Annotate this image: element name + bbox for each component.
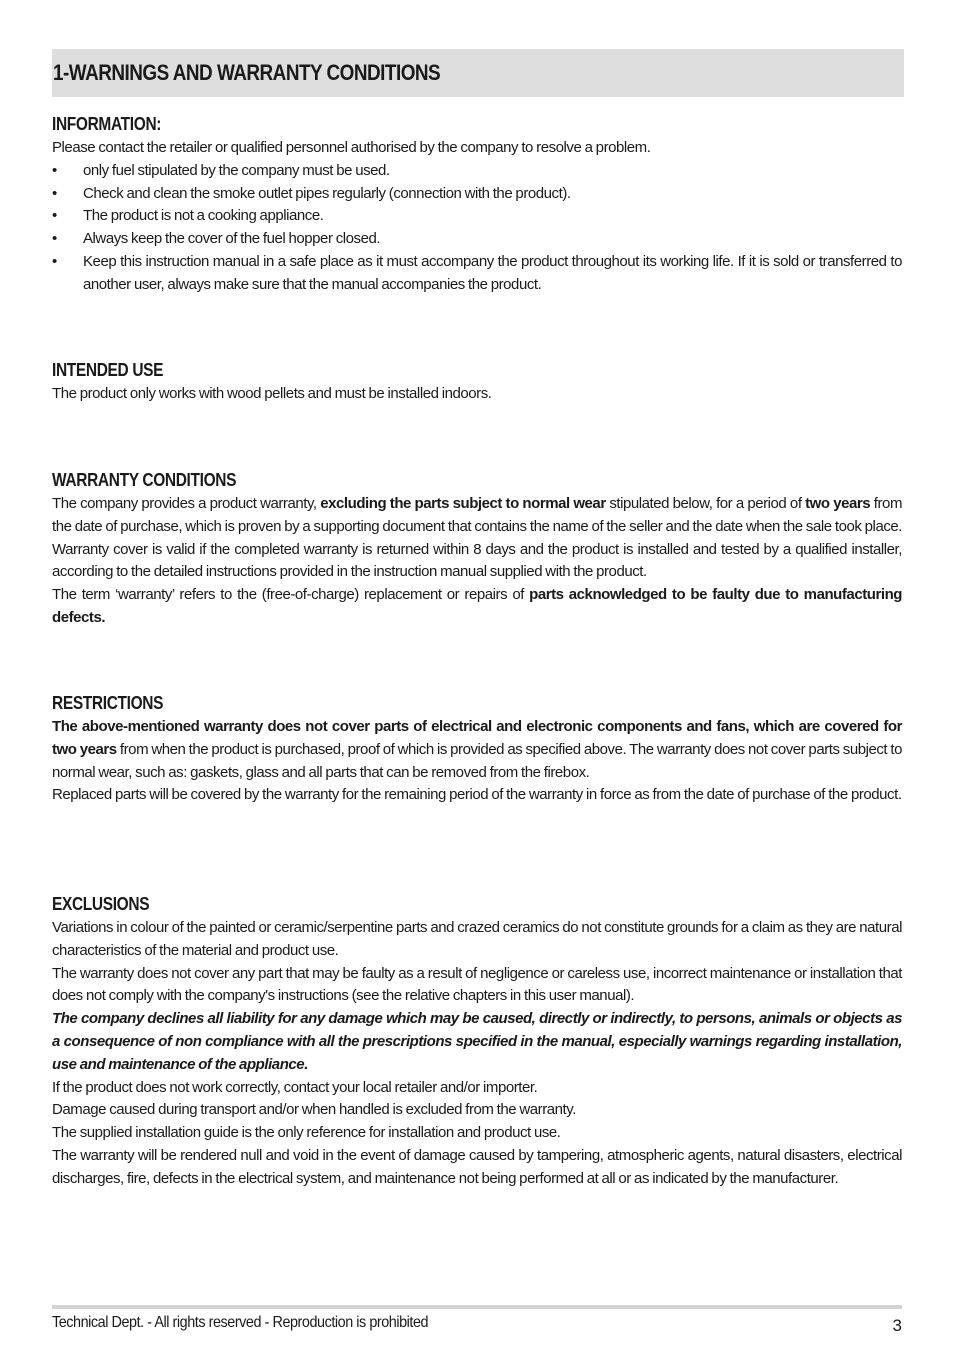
warranty-paragraph-1: The company provides a product warranty, excluding the parts subject to normal wear stipulated below, for a period of two years from the date of purchase, which is proven by a supporting document that contains the name of the seller and the date when the sale took place. Warranty cover is valid if the completed warranty is returned within 8 days and the product is installed and tested by a qualified installer, according to the detailed instructions provided in the instruction manual supplied with the product.	[52, 495, 902, 581]
restrictions-paragraph-2: Replaced parts will be covered by the warranty for the remaining period of the warranty in force as from the date of purchase of the product.	[52, 786, 902, 804]
warranty-section	[52, 469, 902, 630]
exclusions-paragraph-6: The supplied installation guide is the only reference for installation and product use.	[52, 1124, 561, 1142]
list-item: • Keep this instruction manual in a safe place as it must accompany the product throughout its working life. If it is sold or transferred to another user, always make sure that the manual accompanies the product.	[52, 252, 902, 293]
information-intro: Please contact the retailer or qualified personnel authorised by the company to resolve a problem.	[52, 139, 651, 156]
information-heading: INFORMATION:	[52, 114, 162, 134]
restrictions-paragraph-1: The above-mentioned warranty does not cover parts of electrical and electronic components and fans, which are covered for two years from when the product is purchased, proof of which is provided as specified above. The warranty does not cover parts subject to normal wear, such as: gaskets, glass and all parts that can be removed from the firebox.	[52, 718, 902, 781]
footer-copyright: Technical Dept. - All rights reserved - Reproduction is prohibited	[52, 1314, 429, 1331]
bullet-icon: •	[52, 230, 57, 248]
exclusions-paragraph-2: The warranty does not cover any part that may be faulty as a result of negligence or careless use, incorrect maintenance or installation that does not comply with the company's instructions (see the relative chapters in this user manual).	[52, 964, 902, 1005]
bullet-icon: •	[52, 252, 57, 270]
exclusions-paragraph-7: The warranty will be rendered null and void in the event of damage caused by tampering, atmospheric agents, natural disasters, electrical discharges, fire, defects in the electrical system, and maintenance not being performed at all or as indicated by the manufacturer.	[52, 1146, 902, 1187]
restrictions-section	[52, 692, 902, 807]
section-title-bar	[52, 49, 904, 97]
bullet-icon: •	[52, 161, 57, 179]
information-section	[52, 113, 902, 297]
intended-use-section	[52, 359, 902, 406]
page-title: 1-WARNINGS AND WARRANTY CONDITIONS	[53, 60, 441, 85]
exclusions-liability-notice: The company declines all liability for any damage which may be caused, directly or indirectly, to persons, animals or objects as a consequence of non compliance with all the prescriptions specified in the manual, especially warnings regarding installation, use and maintenance of the appliance.	[52, 1010, 902, 1073]
list-item: • The product is not a cooking appliance.	[52, 205, 902, 228]
exclusions-paragraph-1: Variations in colour of the painted or ceramic/serpentine parts and crazed ceramics do not constitute grounds for a claim as they are natural characteristics of the material and product use.	[52, 919, 902, 959]
restrictions-heading: RESTRICTIONS	[52, 693, 164, 713]
intended-use-heading: INTENDED USE	[52, 360, 164, 380]
footer-divider	[52, 1305, 902, 1309]
page-number: 3	[892, 1316, 902, 1335]
list-item: • only fuel stipulated by the company must be used.	[52, 160, 902, 183]
bullet-icon: •	[52, 184, 57, 202]
exclusions-paragraph-4: If the product does not work correctly, contact your local retailer and/or importer.	[52, 1078, 538, 1096]
exclusions-paragraph-5: Damage caused during transport and/or when handled is excluded from the warranty.	[52, 1101, 576, 1119]
bullet-icon: •	[52, 207, 57, 225]
exclusions-section	[52, 893, 902, 1191]
exclusions-heading: EXCLUSIONS	[52, 894, 150, 914]
warranty-heading: WARRANTY CONDITIONS	[52, 470, 237, 490]
warranty-paragraph-2: The term ‘warranty’ refers to the (free-of-charge) replacement or repairs of parts acknowledged to be faulty due to manufacturing defects.	[52, 586, 903, 626]
intended-use-text: The product only works with wood pellets and must be installed indoors.	[52, 385, 492, 402]
list-item: • Check and clean the smoke outlet pipes regularly (connection with the product).	[52, 183, 902, 206]
information-bullet-list	[52, 160, 902, 297]
list-item: • Always keep the cover of the fuel hopper closed.	[52, 228, 902, 251]
